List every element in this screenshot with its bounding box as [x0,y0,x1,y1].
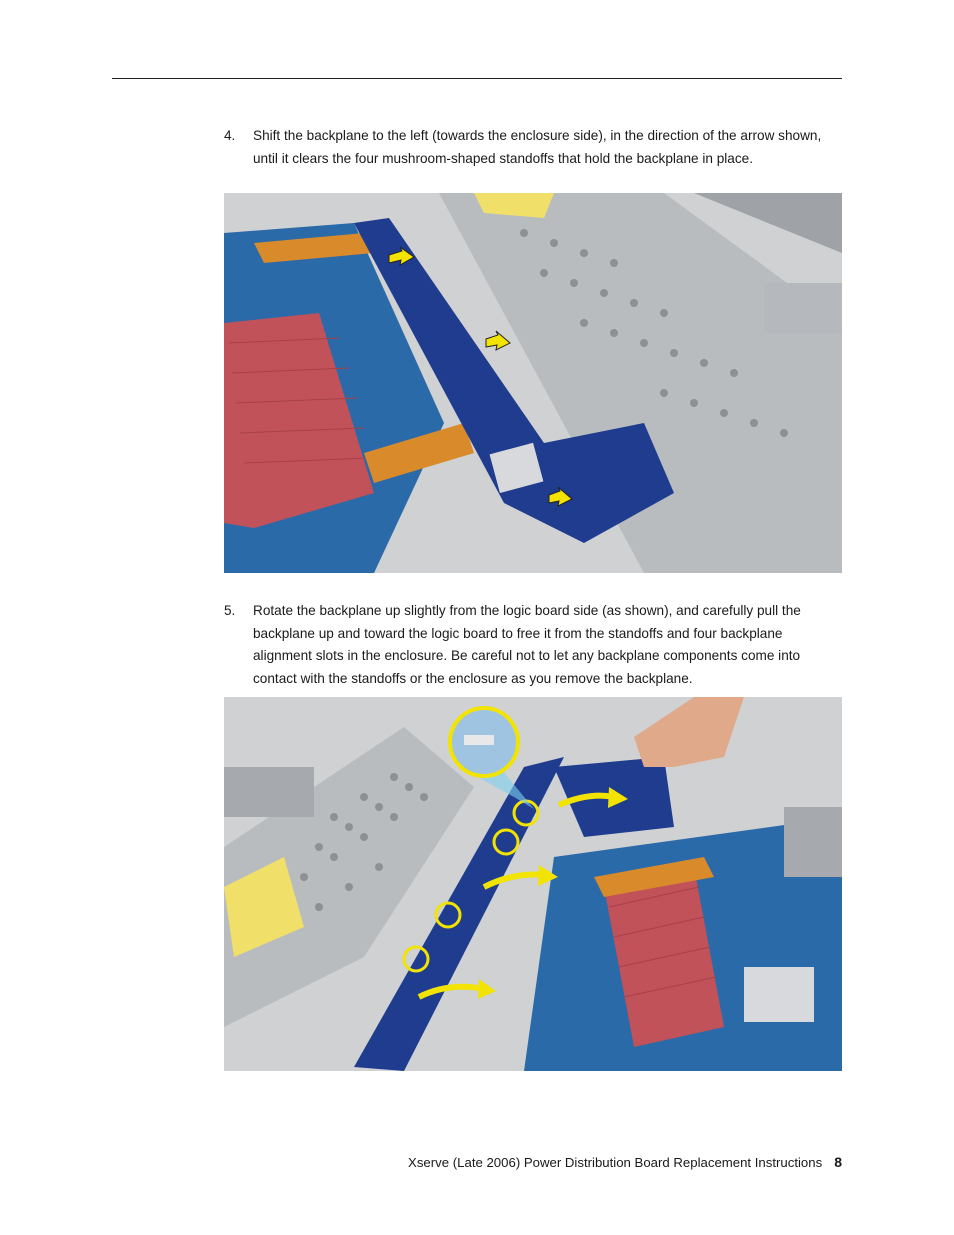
page-footer [408,1152,842,1173]
photo-remove-backplane-illustration [224,697,842,1071]
step-number: 5. [224,603,236,618]
header-rule [112,78,842,79]
photo-shift-backplane [224,193,842,573]
page-number: 8 [834,1154,842,1170]
step-4 [224,125,844,170]
step-text: Shift the backplane to the left (towards the enclosure side), in the direction of the arrow shown, until it clears the four mushroom-shaped standoffs that hold the backplane in place. [253,128,822,166]
step-text: Rotate the backplane up slightly from the logic board side (as shown), and carefully pull the backplane up and toward the logic board to free it from the standoffs and four backplane alignment slots in the enclosure. Be careful not to let any backplane components come into contact with the standoffs or the enclosure as you remove the backplane. [253,603,801,686]
step-5 [224,600,844,690]
footer-title: Xserve (Late 2006) Power Distribution Board Replacement Instructions [408,1155,823,1170]
photo-remove-backplane [224,697,842,1071]
photo-shift-backplane-illustration [224,193,842,573]
step-number: 4. [224,128,236,143]
